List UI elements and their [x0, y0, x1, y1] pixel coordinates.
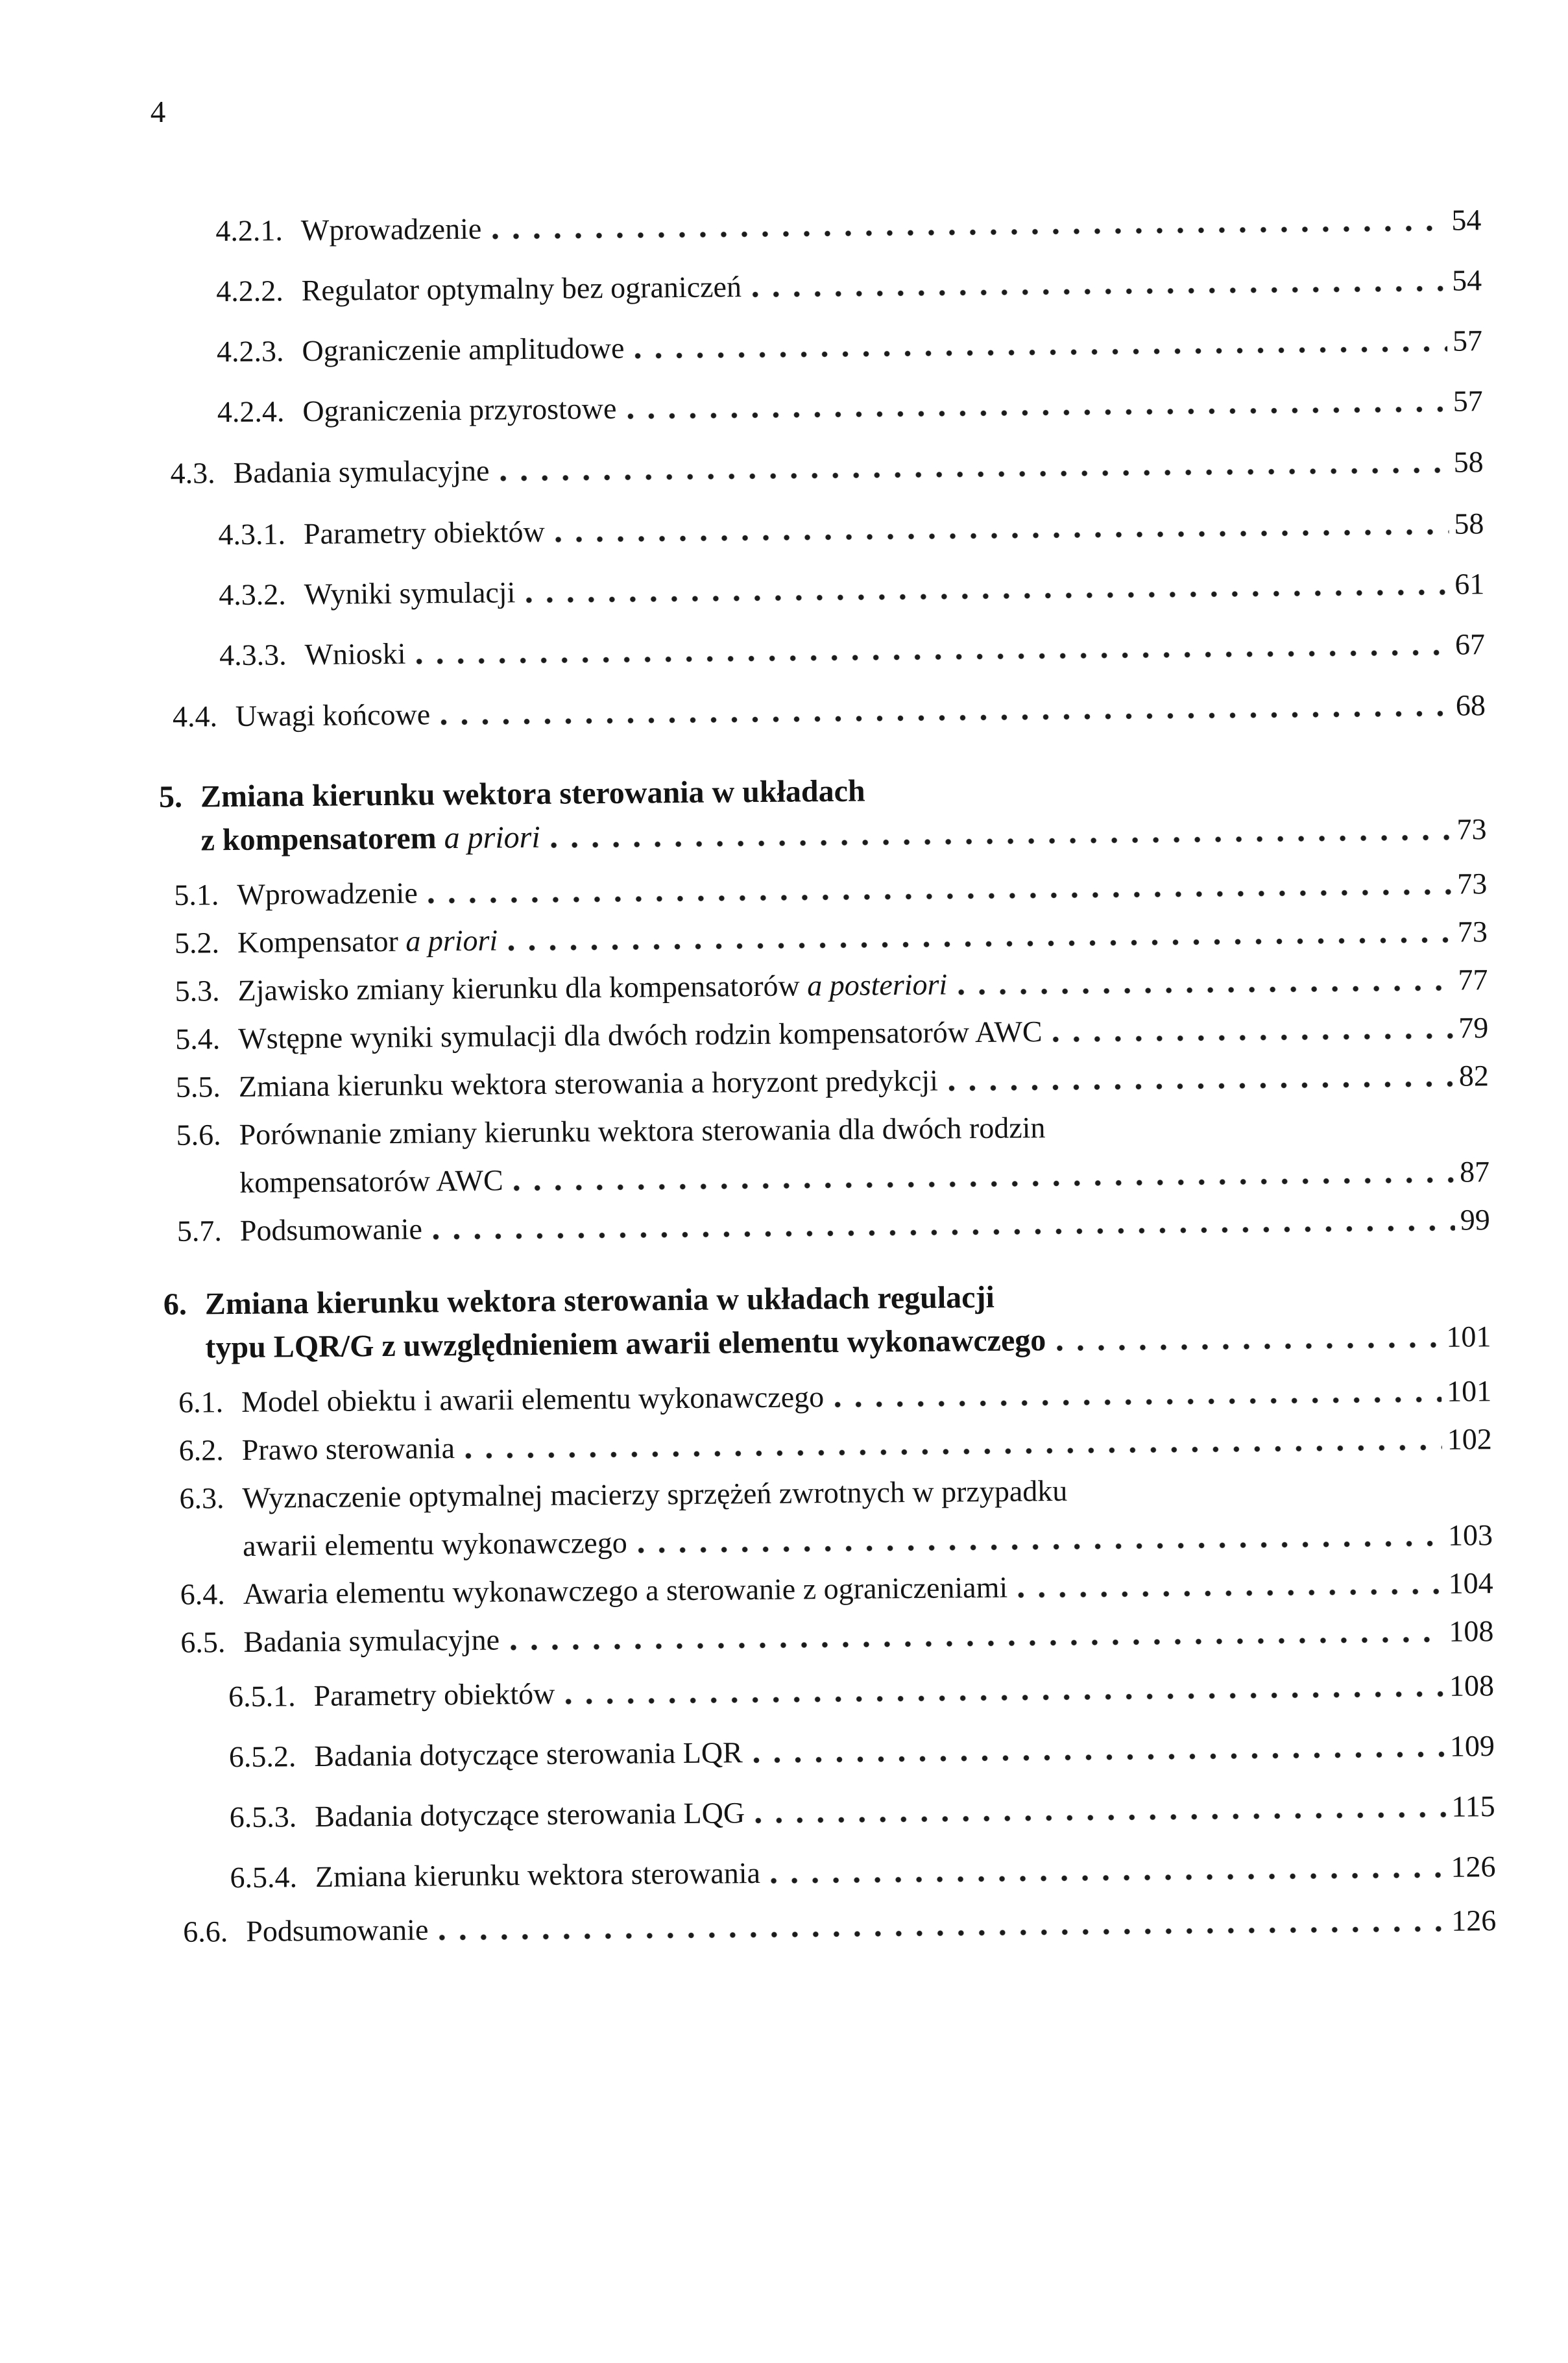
entry-line: [315, 1776, 1495, 1847]
entry-title: [241, 1424, 455, 1474]
entry-number: 4.3.: [170, 456, 215, 490]
entry-title: [301, 256, 742, 321]
entry-title-segment: Awaria elementu wykonawczego a sterowanie z ograniczeniami: [243, 1570, 1008, 1610]
entry-page-number: 57: [1453, 384, 1483, 418]
entry-page-number: 54: [1451, 203, 1482, 237]
entry-page-number: 73: [1457, 915, 1488, 949]
entry-title: [313, 1664, 555, 1726]
entry-page-number: 54: [1451, 263, 1482, 297]
entry-title-segment: Ograniczenie amplitudowe: [302, 331, 625, 368]
dot-leader: [416, 649, 1451, 665]
entry-number: 6.5.1.: [228, 1679, 296, 1714]
entry-line: [313, 1655, 1494, 1726]
entry-number: 6.3.: [179, 1481, 224, 1515]
entry-title-segment: Wstępne wyniki symulacji dla dwóch rodzin kompensatorów AWC: [238, 1015, 1043, 1055]
entry-title: [314, 1722, 743, 1786]
entry-number: 5.4.: [175, 1022, 221, 1056]
entry-title: [240, 1206, 423, 1255]
dot-leader: [551, 834, 1452, 849]
entry-body: [304, 553, 1484, 624]
entry-body: [301, 250, 1482, 321]
entry-title: [243, 1519, 627, 1570]
entry-line: [314, 1715, 1495, 1786]
entry-title: [241, 1373, 825, 1426]
entry-body: [315, 1836, 1496, 1907]
entry-body: [200, 764, 1487, 862]
entry-number: 6.4.: [180, 1577, 225, 1611]
entry-title: [237, 916, 498, 966]
dot-leader: [752, 285, 1447, 298]
entry-line: [246, 1896, 1497, 1956]
toc-entry: [155, 370, 1483, 442]
entry-number: 6.5.3.: [229, 1800, 297, 1834]
entry-number: 5.3.: [175, 974, 220, 1008]
entry-number: 6.1.: [178, 1385, 224, 1419]
entry-title: [237, 869, 418, 919]
dot-leader: [1018, 1588, 1443, 1599]
entry-title-segment: Wnioski: [304, 636, 406, 672]
entry-title-segment: Zjawisko zmiany kierunku dla kompensatorów: [237, 969, 808, 1007]
entry-line: [233, 431, 1484, 504]
entry-title: [205, 1276, 995, 1326]
page-number-folio: 4: [150, 95, 166, 130]
entry-title: [315, 1843, 761, 1907]
entry-line: [235, 674, 1486, 747]
entry-title: [302, 378, 617, 441]
entry-line: [304, 553, 1484, 624]
toc-entry: [157, 553, 1485, 625]
entry-number: 4.3.3.: [219, 638, 287, 672]
dot-leader: [439, 1926, 1446, 1941]
toc-entry: [167, 1655, 1495, 1727]
dot-leader: [638, 1540, 1443, 1554]
entry-title-segment: z kompensatorem: [200, 821, 444, 858]
entry-page-number: 109: [1449, 1729, 1495, 1763]
entry-title: [304, 624, 406, 685]
entry-title-segment: Podsumowanie: [239, 1212, 423, 1247]
entry-title-segment: Wyniki symulacji: [304, 576, 516, 611]
entry-title-segment: Ograniczenia przyrostowe: [302, 391, 617, 428]
entry-page-number: 108: [1449, 1669, 1495, 1703]
entry-title-segment: Badania dotyczące sterowania LQG: [315, 1796, 745, 1833]
dot-leader: [958, 985, 1453, 996]
entry-page-number: 58: [1453, 445, 1484, 479]
entry-title-segment: Zmiana kierunku wektora sterowania: [315, 1856, 761, 1893]
dot-leader: [948, 1081, 1454, 1092]
entry-number: 5.2.: [174, 926, 220, 960]
toc-entry: [156, 493, 1484, 565]
entry-title: [200, 769, 865, 819]
entry-title: [239, 1104, 1046, 1159]
entry-title-segment: kompensatorów AWC: [239, 1163, 503, 1199]
entry-title-segment: Regulator optymalny bez ograniczeń: [301, 270, 742, 308]
entry-page-number: 82: [1458, 1059, 1490, 1093]
entry-number: 6.: [163, 1287, 187, 1322]
entry-title-italic-segment: a posteriori: [807, 967, 948, 1002]
dot-leader: [525, 589, 1449, 603]
entry-title: [205, 1318, 1046, 1369]
entry-title: [315, 1782, 745, 1847]
dot-leader: [1053, 1033, 1454, 1043]
entry-body: [246, 1896, 1497, 1956]
entry-title: [300, 199, 481, 260]
entry-title: [235, 683, 431, 747]
entry-number: 5.: [158, 779, 183, 815]
entry-body: [300, 189, 1481, 260]
entry-page-number: 67: [1454, 627, 1486, 661]
entry-page-number: 58: [1454, 507, 1484, 540]
entry-title: [233, 440, 490, 504]
entry-page-number: 61: [1454, 567, 1485, 601]
entry-page-number: 101: [1446, 1374, 1492, 1408]
entry-page-number: 101: [1446, 1320, 1491, 1353]
entry-title-segment: Podsumowanie: [246, 1913, 429, 1948]
dot-leader: [428, 889, 1453, 904]
entry-page-number: 126: [1451, 1904, 1497, 1937]
entry-title: [243, 1564, 1007, 1618]
dot-leader: [465, 1444, 1442, 1459]
entry-body: [233, 431, 1484, 504]
entry-number: 4.2.2.: [215, 274, 283, 308]
entry-page-number: 103: [1447, 1518, 1493, 1552]
entry-page-number: 102: [1447, 1422, 1492, 1456]
entry-title-segment: Porównanie zmiany kierunku wektora sterowania dla dwóch rodzin: [239, 1111, 1046, 1151]
entry-body: [235, 674, 1486, 747]
entry-number: 5.5.: [175, 1070, 221, 1104]
entry-number: 4.2.3.: [216, 334, 284, 369]
toc-entry: [168, 1836, 1496, 1908]
entry-body: [205, 1271, 1491, 1369]
entry-body: [242, 1463, 1493, 1570]
entry-number: 6.5.: [180, 1625, 226, 1659]
entry-number: 4.3.1.: [218, 517, 286, 551]
toc-list: [154, 189, 1497, 1956]
entry-title: [304, 562, 515, 624]
dot-leader: [1056, 1342, 1441, 1351]
entry-title-segment: Model obiektu i awarii elementu wykonawczego: [241, 1380, 825, 1418]
entry-title: [242, 1467, 1067, 1522]
entry-title-segment: Parametry obiektów: [313, 1677, 555, 1712]
entry-title: [246, 1906, 429, 1955]
dot-leader: [627, 406, 1447, 420]
dot-leader: [514, 1177, 1455, 1192]
dot-leader: [510, 1636, 1443, 1651]
entry-title-segment: Parametry obiektów: [303, 515, 545, 551]
dot-leader: [771, 1872, 1446, 1884]
dot-leader: [834, 1396, 1441, 1408]
entry-number: 5.6.: [176, 1118, 221, 1152]
toc-entry: [156, 431, 1484, 505]
dot-leader: [500, 467, 1448, 482]
entry-line: [315, 1836, 1496, 1907]
dot-leader: [555, 529, 1449, 543]
entry-number: 5.7.: [176, 1214, 223, 1248]
entry-title-segment: Wprowadzenie: [237, 876, 418, 911]
entry-page-number: 115: [1451, 1789, 1495, 1823]
entry-page-number: 126: [1451, 1850, 1496, 1884]
dot-leader: [753, 1751, 1445, 1763]
entry-title-segment: Prawo sterowania: [241, 1431, 455, 1466]
entry-line: [301, 250, 1482, 321]
entry-body: [315, 1776, 1495, 1847]
dot-leader: [433, 1225, 1455, 1241]
entry-title-segment: Kompensator: [237, 924, 406, 959]
entry-body: [239, 1100, 1490, 1207]
toc-entry: [154, 189, 1482, 261]
entry-number: 6.6.: [183, 1915, 228, 1948]
toc-entry: [165, 1463, 1493, 1571]
entry-line: [300, 189, 1481, 260]
entry-body: [240, 1196, 1491, 1255]
toc-entry: [155, 310, 1483, 382]
dot-leader: [492, 225, 1446, 240]
entry-number: 5.1.: [174, 878, 219, 912]
entry-page-number: 57: [1452, 324, 1483, 357]
entry-number: 4.3.2.: [219, 577, 287, 612]
entry-title-segment: Badania dotyczące sterowania LQR: [314, 1736, 743, 1773]
entry-number: 4.2.1.: [215, 213, 283, 248]
toc-chapter-heading-entry: [163, 1271, 1491, 1370]
entry-body: [304, 493, 1484, 564]
dot-leader: [565, 1691, 1444, 1705]
entry-page-number: 108: [1449, 1614, 1494, 1648]
entry-body: [302, 370, 1483, 441]
entry-title-segment: Zmiana kierunku wektora sterowania a horyzont predykcji: [238, 1063, 939, 1103]
toc-entry: [167, 1715, 1495, 1787]
toc-entry: [158, 614, 1486, 686]
entry-line: [240, 1196, 1491, 1255]
dot-leader: [634, 346, 1447, 359]
dot-leader: [440, 710, 1451, 726]
entry-title-segment: awarii elementu wykonawczego: [242, 1525, 627, 1562]
entry-title-segment: Wprowadzenie: [300, 212, 482, 247]
entry-number: 6.2.: [178, 1433, 224, 1467]
entry-line: [302, 310, 1482, 381]
entry-title: [302, 318, 625, 381]
entry-page-number: 73: [1457, 867, 1488, 901]
entry-body: [304, 614, 1485, 685]
entry-title: [238, 1008, 1043, 1063]
entry-page-number: 73: [1456, 812, 1487, 846]
entry-page-number: 79: [1458, 1011, 1489, 1045]
entry-title-segment: Uwagi końcowe: [235, 697, 431, 733]
entry-title: [239, 1156, 503, 1207]
entry-title: [304, 502, 546, 564]
toc-chapter-heading-entry: [159, 764, 1487, 862]
entry-line: [304, 493, 1484, 564]
entry-line: [304, 614, 1485, 685]
entry-line: [302, 370, 1483, 441]
entry-title-segment: Wyznaczenie optymalnej macierzy sprzężeń zwrotnych w przypadku: [242, 1473, 1068, 1514]
entry-page-number: 104: [1448, 1566, 1493, 1600]
entry-title-segment: Zmiana kierunku wektora sterowania w układach regulacji: [204, 1279, 995, 1322]
toc-entry: [154, 250, 1482, 322]
entry-title: [237, 960, 947, 1015]
entry-page-number: 87: [1459, 1155, 1490, 1189]
entry-title: [243, 1616, 500, 1666]
entry-page-number: 99: [1460, 1203, 1490, 1237]
entry-title: [200, 816, 540, 862]
toc-entry: [158, 674, 1486, 748]
entry-title-segment: Zmiana kierunku wektora sterowania w układach: [200, 773, 865, 814]
entry-body: [302, 310, 1482, 381]
entry-title-segment: Badania symulacyjne: [243, 1623, 500, 1658]
entry-title-segment: Badania symulacyjne: [233, 454, 490, 490]
entry-number: 4.4.: [172, 699, 218, 733]
entry-number: 4.2.4.: [217, 394, 285, 429]
entry-page-number: 77: [1458, 963, 1488, 997]
toc-entry: [167, 1776, 1495, 1848]
entry-title-italic-segment: a priori: [444, 819, 540, 856]
dot-leader: [755, 1812, 1446, 1824]
entry-number: 6.5.2.: [228, 1739, 296, 1774]
entry-title-segment: typu LQR/G z uwzględnieniem awarii elementu wykonawczego: [205, 1323, 1046, 1365]
entry-number: 6.5.4.: [230, 1860, 298, 1895]
dot-leader: [508, 937, 1453, 952]
entry-title-italic-segment: a priori: [405, 923, 498, 958]
entry-body: [314, 1715, 1495, 1786]
toc-entry: [162, 1100, 1490, 1207]
entry-title: [239, 1057, 939, 1111]
entry-page-number: 68: [1455, 688, 1486, 722]
entry-body: [313, 1655, 1494, 1726]
